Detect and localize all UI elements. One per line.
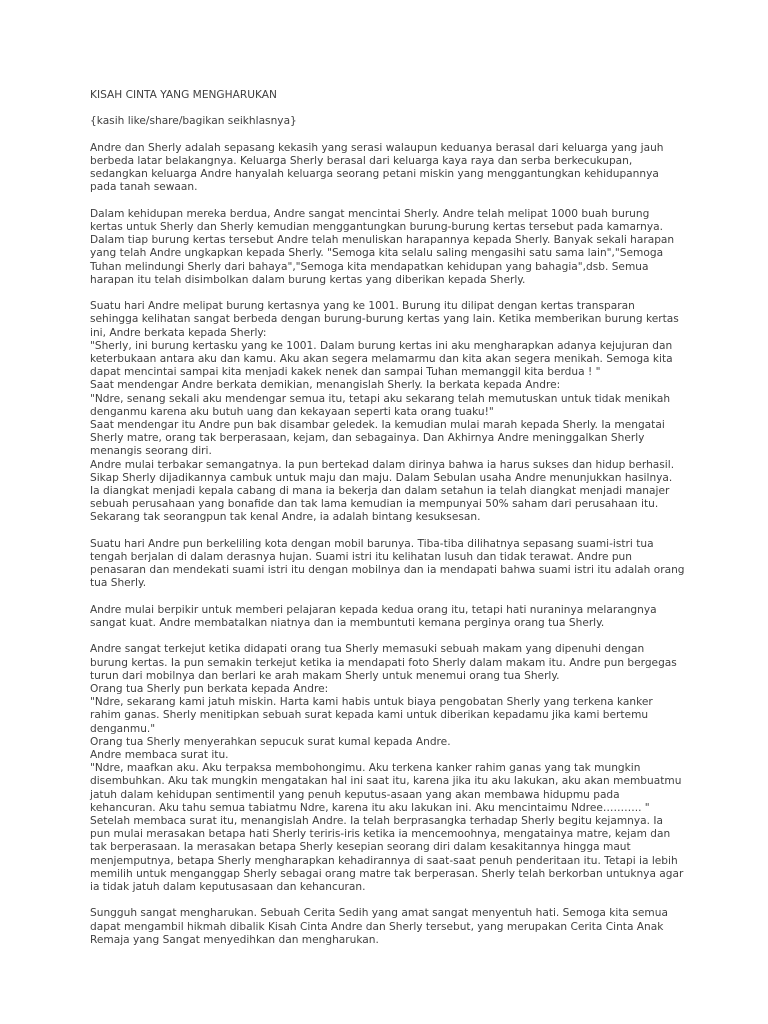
paragraph-6-line: Setelah membaca surat itu, menangislah Andre. Ia telah berprasangka terhadap Sherly begitu kejamnya. Ia pun mulai merasakan betapa hati Sherly teriris-iris ketika ia mencemoohnya, mengatainya matre, kejam dan tak berperasaan. Ia merasakan betapa Sherly kesepian seorang diri dalam kesakitannya hingga maut menjemputnya, betapa Sherly mengharapkan kehadirannya di saat-saat penuh penderitaan itu. Tetapi ia lebih memilih untuk menganggap Sherly sebagai orang matre tak berperasan. Sherly telah berkorban untuknya agar ia tidak jatuh dalam keputusasaan dan kehancuran.	[90, 815, 684, 894]
paragraph-5: Andre mulai berpikir untuk memberi pelajaran kepada kedua orang itu, tetapi hati nuraninya melarangnya sangat kuat. Andre membatalkan niatnya dan ia membuntuti kemana perginya orang tua Sherly.	[90, 603, 657, 630]
paragraph-6-line: Orang tua Sherly pun berkata kepada Andre:	[90, 683, 329, 696]
document-title: KISAH CINTA YANG MENGHARUKAN	[90, 89, 277, 101]
paragraph-3-line: Saat mendengar itu Andre pun bak disambar geledek. Ia kemudian mulai marah kepada Sherly. Ia mengatai Sherly matre, orang tak berperasaan, kejam, dan sebagainya. Dan Akhirnya Andre meninggalkan Sherly menangis seorang diri.	[90, 419, 665, 458]
paragraph-3-line: Saat mendengar Andre berkata demikian, menangislah Sherly. Ia berkata kepada Andre:	[90, 379, 561, 392]
paragraph-6-line: "Ndre, sekarang kami jatuh miskin. Harta kami habis untuk biaya pengobatan Sherly yang terkena kanker rahim ganas. Sherly menitipkan sebuah surat kepada kami untuk diberikan kepadamu jika kami bertemu denganmu."	[90, 696, 653, 735]
paragraph-3-line: "Ndre, senang sekali aku mendengar semua itu, tetapi aku sekarang telah memutuskan untuk tidak menikah denganmu karena aku butuh uang dan kekayaan seperti kata orang tuaku!"	[90, 392, 671, 418]
paragraph-6-line: Andre sangat terkejut ketika didapati orang tua Sherly memasuki sebuah makam yang dipenuhi dengan burung kertas. Ia pun semakin terkejut ketika ia mendapati foto Sherly dalam makam itu. Andre pun bergegas turun dari mobilnya dan berlari ke arah makam Sherly untuk menemui orang tua Sherly.	[90, 643, 677, 682]
paragraph-3	[90, 300, 685, 524]
paragraph-6	[90, 643, 685, 894]
document-subtitle: {kasih like/share/bagikan seikhlasnya}	[90, 115, 297, 128]
document-page	[90, 89, 685, 960]
paragraph-3-line: "Sherly, ini burung kertasku yang ke 1001. Dalam burung kertas ini aku mengharapkan adanya kejujuran dan keterbukaan antara aku dan kamu. Aku akan segera melamarmu dan kita akan segera menikah. Semoga kita dapat mencintai sampai kita menjadi kakek nenek dan sampai Tuhan memanggil kita berdua ! "	[90, 339, 673, 379]
paragraph-4: Suatu hari Andre pun berkeliling kota dengan mobil barunya. Tiba-tiba dilihatnya sepasang suami-istri tua tengah berjalan di dalam derasnya hujan. Suami istri itu kelihatan lusuh dan tidak terawat. Andre pun penasaran dan mendekati suami istri itu dengan mobilnya dan ia mendapati bahwa suami istri itu adalah orang tua Sherly.	[90, 537, 685, 590]
paragraph-6-line: "Ndre, maafkan aku. Aku terpaksa membohongimu. Aku terkena kanker rahim ganas yang tak mungkin disembuhkan. Aku tak mungkin mengatakan hal ini saat itu, karena jika itu aku lakukan, aku akan membuatmu jatuh dalam kehidupan sentimentil yang penuh keputus-asaan yang akan membawa hidupmu pada kehancuran. Aku tahu semua tabiatmu Ndre, karena itu aku lakukan ini. Aku mencintaimu Ndree……….. "	[90, 762, 682, 814]
paragraph-3-line: Suatu hari Andre melipat burung kertasnya yang ke 1001. Burung itu dilipat dengan kertas transparan sehingga kelihatan sangat berbeda dengan burung-burung kertas yang lain. Ketika memberikan burung kertas ini, Andre berkata kepada Sherly:	[90, 300, 679, 339]
paragraph-7: Sungguh sangat mengharukan. Sebuah Cerita Sedih yang amat sangat menyentuh hati. Semoga kita semua dapat mengambil hikmah dibalik Kisah Cinta Andre dan Sherly tersebut, yang merupakan Cerita Cinta Anak Remaja yang Sangat menyedihkan dan mengharukan.	[90, 907, 668, 946]
paragraph-3-line: Andre mulai terbakar semangatnya. Ia pun bertekad dalam dirinya bahwa ia harus sukses dan hidup berhasil. Sikap Sherly dijadikannya cambuk untuk maju dan maju. Dalam Sebulan usaha Andre menunjukkan hasilnya. Ia diangkat menjadi kepala cabang di mana ia bekerja dan dalam setahun ia telah diangkat menjadi manajer sebuah perusahaan yang bonafide dan tak lama kemudian ia mempunyai 50% saham dari perusahaan itu. Sekarang tak seorangpun tak kenal Andre, ia adalah bintang kesuksesan.	[90, 458, 675, 524]
paragraph-1: Andre dan Sherly adalah sepasang kekasih yang serasi walaupun keduanya berasal dari keluarga yang jauh berbeda latar belakangnya. Keluarga Sherly berasal dari keluarga kaya raya dan serba berkecukupan, sedangkan keluarga Andre hanyalah keluarga seorang petani miskin yang menggantungkan kehidupannya pada tanah sewaan.	[90, 141, 664, 194]
paragraph-2: Dalam kehidupan mereka berdua, Andre sangat mencintai Sherly. Andre telah melipat 1000 buah burung kertas untuk Sherly dan Sherly kemudian menggantungkan burung-burung kertas tersebut pada kamarnya. Dalam tiap burung kertas tersebut Andre telah menuliskan harapannya kepada Sherly. Banyak sekali harapan yang telah Andre ungkapkan kepada Sherly. "Semoga kita selalu saling mengasihi satu sama lain","Semoga Tuhan melindungi Sherly dari bahaya","Semoga kita mendapatkan kehidupan yang bahagia",dsb. Semua harapan itu telah disimbolkan dalam burung kertas yang diberikan kepada Sherly.	[90, 207, 675, 286]
paragraph-6-line: Andre membaca surat itu.	[90, 749, 229, 762]
paragraph-6-line: Orang tua Sherly menyerahkan sepucuk surat kumal kepada Andre.	[90, 735, 451, 748]
